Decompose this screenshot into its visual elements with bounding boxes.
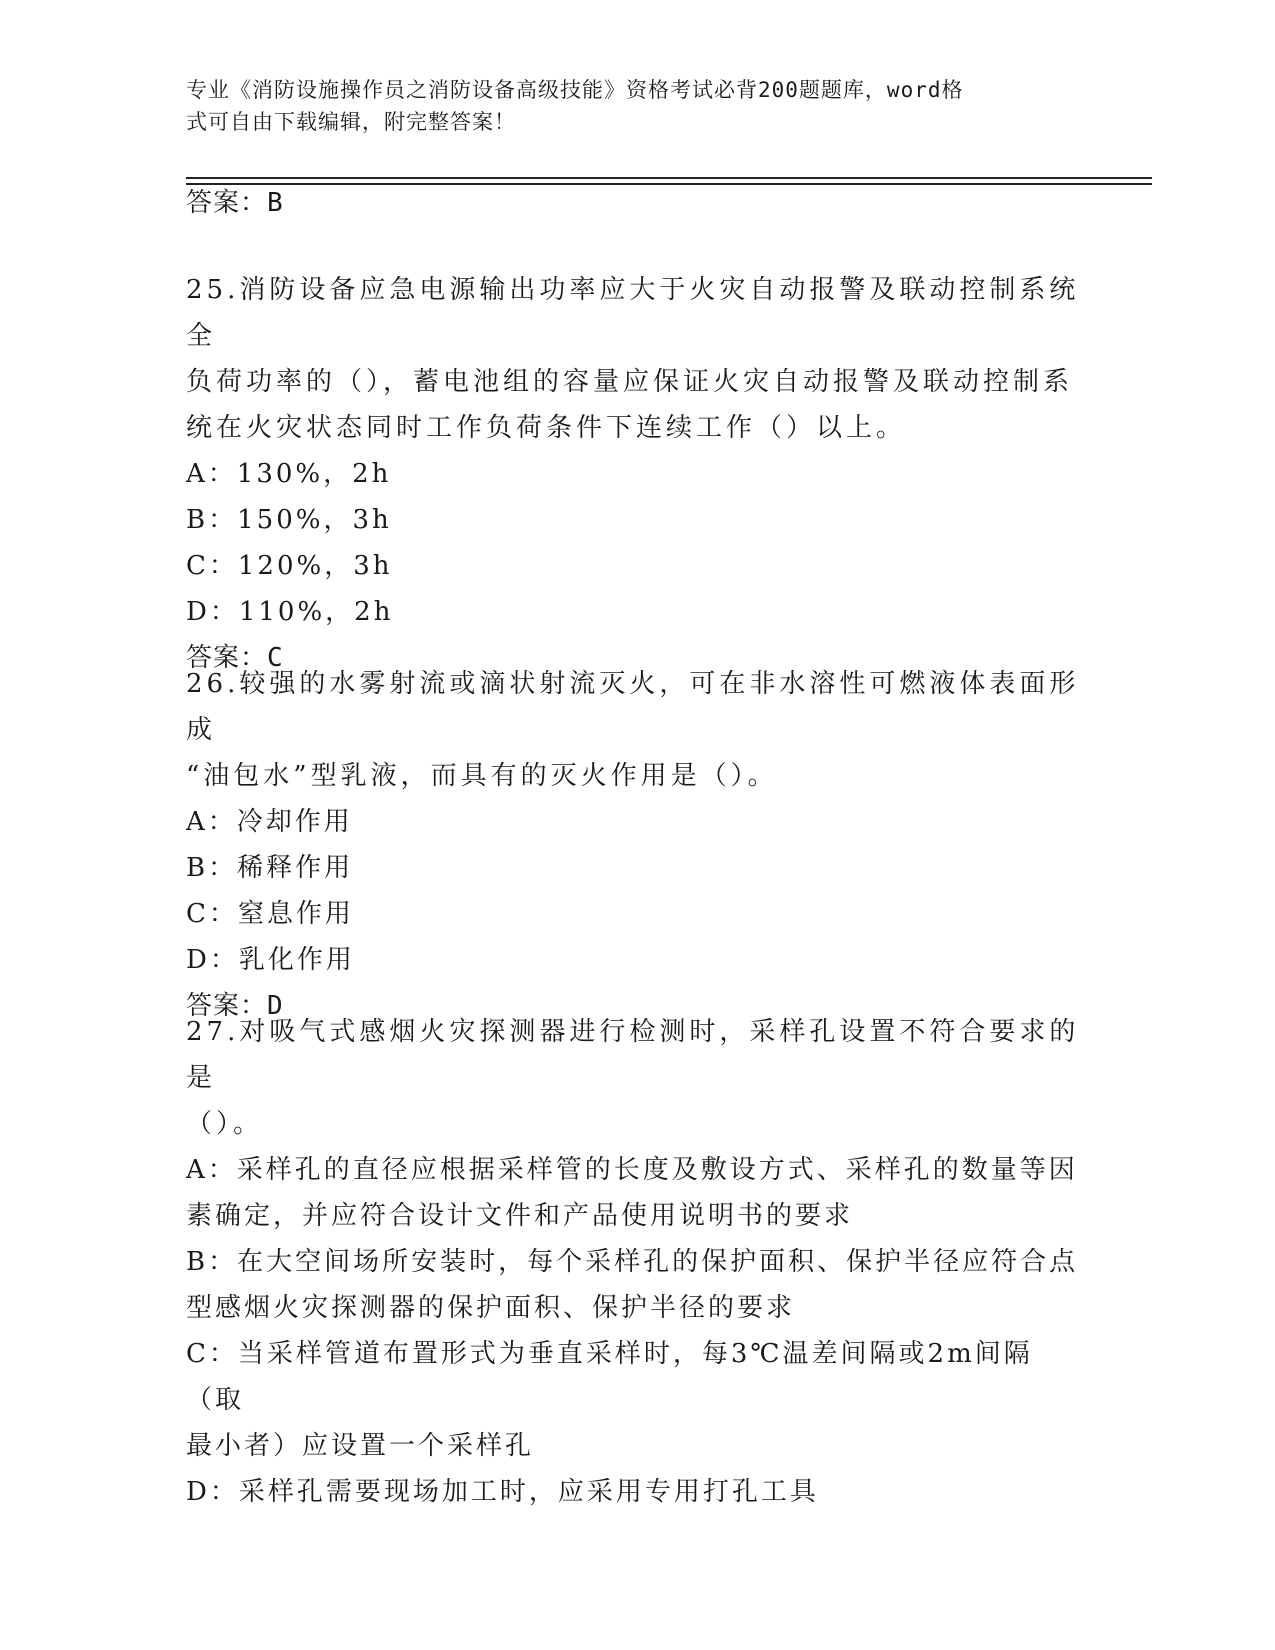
option-a: A：130%，2h <box>186 459 392 489</box>
question-26 <box>186 661 1086 1029</box>
answer-label: 答案：D <box>186 991 284 1021</box>
option-b: B：在大空间场所安装时，每个采样孔的保护面积、保护半径应符合点 <box>186 1247 1079 1277</box>
question-27 <box>186 1009 1086 1515</box>
header-divider <box>186 177 1152 179</box>
question-text-line: 27.对吸气式感烟火灾探测器进行检测时，采样孔设置不符合要求的是 <box>186 1017 1080 1093</box>
option-b: B：稀释作用 <box>186 853 354 883</box>
question-text-line: “油包水”型乳液，而具有的灭火作用是（）。 <box>186 761 778 791</box>
answer-label: 答案：B <box>186 188 284 218</box>
question-25 <box>186 267 1086 681</box>
option-a-continued: 素确定，并应符合设计文件和产品使用说明书的要求 <box>186 1201 854 1231</box>
option-d: D：110%，2h <box>186 597 394 627</box>
question-text-line: 负荷功率的（），蓄电池组的容量应保证火灾自动报警及联动控制系 <box>186 367 1074 397</box>
option-a: A：采样孔的直径应根据采样管的长度及敷设方式、采样孔的数量等因 <box>186 1155 1078 1185</box>
question-text-line: 统在火灾状态同时工作负荷条件下连续工作（）以上。 <box>186 413 907 443</box>
option-c: C：当采样管道布置形式为垂直采样时，每3℃温差间隔或2m间隔（取 <box>186 1339 1033 1415</box>
option-a: A：冷却作用 <box>186 807 353 837</box>
option-b: B：150%，3h <box>186 505 392 535</box>
option-c: C：窒息作用 <box>186 899 354 929</box>
option-b-continued: 型感烟火灾探测器的保护面积、保护半径的要求 <box>186 1293 796 1323</box>
option-c-continued: 最小者）应设置一个采样孔 <box>186 1431 535 1461</box>
page-header <box>186 74 1086 138</box>
header-line: 式可自由下载编辑，附完整答案！ <box>186 110 516 134</box>
question-text-line: （）。 <box>186 1109 264 1139</box>
option-d: D：采样孔需要现场加工时，应采用专用打孔工具 <box>186 1477 819 1507</box>
option-c: C：120%，3h <box>186 551 393 581</box>
answer-label: 答案：C <box>186 643 284 673</box>
option-d: D：乳化作用 <box>186 945 355 975</box>
header-line: 专业《消防设施操作员之消防设备高级技能》资格考试必背200题题库，word格 <box>186 78 964 102</box>
question-text-line: 26.较强的水雾射流或滴状射流灭火，可在非水溶性可燃液体表面形成 <box>186 669 1080 745</box>
question-text-line: 25.消防设备应急电源输出功率应大于火灾自动报警及联动控制系统全 <box>186 275 1080 351</box>
